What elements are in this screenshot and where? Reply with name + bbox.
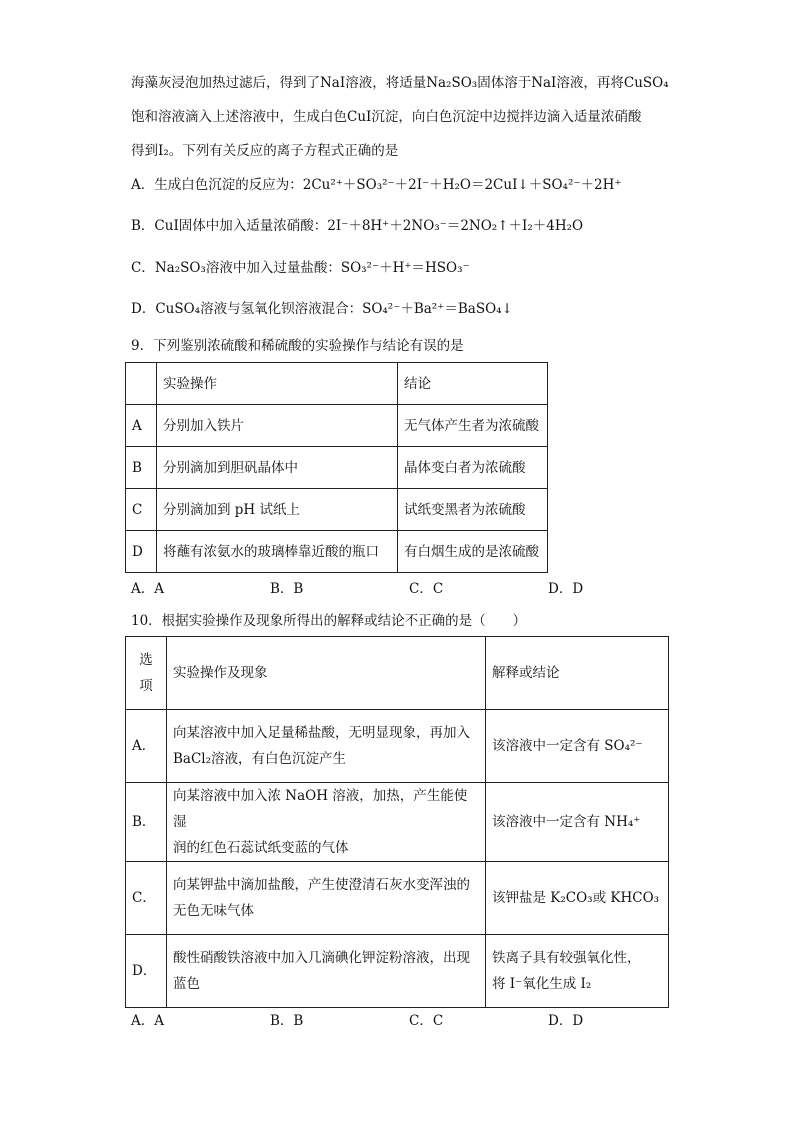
q10-table [125,636,669,1008]
table-cell: 试纸变黑者为浓硫酸 [398,489,548,531]
table-cell: C． [126,862,167,935]
q9-stem: 9．下列鉴别浓硫酸和稀硫酸的实验操作与结论有误的是 [131,338,464,354]
table-cell: 该溶液中一定含有 NH₄⁺ [486,783,669,862]
table-cell: A． [126,710,167,783]
q8-option-d: D．CuSO₄溶液与氢氧化钡溶液混合：SO₄²⁻＋Ba²⁺＝BaSO₄↓ [131,301,513,317]
q9-choice-c: C．C [409,581,444,597]
q10-choice-b: B．B [270,1013,304,1029]
table-cell: 无气体产生者为浓硫酸 [398,405,548,447]
table-row [126,710,669,783]
table-header-conclusion: 结论 [398,363,548,405]
table-row [126,405,548,447]
q10-choice-d: D．D [548,1013,584,1029]
q10-stem: 10．根据实验操作及现象所得出的解释或结论不正确的是（ ） [131,613,527,629]
table-row [126,862,669,935]
q8-stem-line1: 海藻灰浸泡加热过滤后，得到了NaI溶液，将适量Na₂SO₃固体溶于NaI溶液，再将CuSO₄ [131,75,669,91]
q9-table [125,362,548,573]
table-header-row [126,363,548,405]
table-cell: 晶体变白者为浓硫酸 [398,447,548,489]
table-row [126,447,548,489]
table-row [126,783,669,862]
table-cell: B [126,447,157,489]
q9-choice-b: B．B [270,581,304,597]
table-cell: 分别滴加到胆矾晶体中 [157,447,398,489]
table-cell: 将蘸有浓氨水的玻璃棒靠近酸的瓶口 [157,531,398,573]
q8-option-b: B．CuI固体中加入适量浓硝酸：2I⁻＋8H⁺＋2NO₃⁻＝2NO₂↑＋I₂＋4H₂O [131,218,584,234]
table-cell [126,363,157,405]
table-cell: 向某溶液中加入浓 NaOH 溶液，加热，产生能使湿 润的红色石蕊试纸变蓝的气体 [167,783,486,862]
table-header-option: 选 项 [126,637,167,710]
table-cell: 该溶液中一定含有 SO₄²⁻ [486,710,669,783]
table-cell: C [126,489,157,531]
table-cell: B． [126,783,167,862]
q10-choices [131,1011,687,1031]
q8-stem-line3: 得到I₂。下列有关反应的离子方程式正确的是 [131,143,399,159]
table-cell: 铁离子具有较强氧化性， 将 I⁻氧化生成 I₂ [486,935,669,1008]
table-header-row [126,637,669,710]
table-row [126,531,548,573]
q10-choice-a: A．A [131,1013,164,1029]
table-header-conclusion: 解释或结论 [486,637,669,710]
table-cell: 该钾盐是 K₂CO₃或 KHCO₃ [486,862,669,935]
table-row [126,935,669,1008]
table-cell: 分别滴加到 pH 试纸上 [157,489,398,531]
table-header-operation: 实验操作及现象 [167,637,486,710]
table-header-operation: 实验操作 [157,363,398,405]
table-cell: 向某溶液中加入足量稀盐酸，无明显现象，再加入 BaCl₂溶液，有白色沉淀产生 [167,710,486,783]
q8-stem-line2: 饱和溶液滴入上述溶液中，生成白色CuI沉淀，向白色沉淀中边搅拌边滴入适量浓硝酸 [131,109,642,125]
table-cell: D． [126,935,167,1008]
q10-choice-c: C．C [409,1013,444,1029]
q8-option-c: C．Na₂SO₃溶液中加入过量盐酸：SO₃²⁻＋H⁺＝HSO₃⁻ [131,260,470,276]
table-cell: 分别加入铁片 [157,405,398,447]
table-row [126,489,548,531]
q8-option-a: A．生成白色沉淀的反应为：2Cu²⁺＋SO₃²⁻＋2I⁻＋H₂O＝2CuI↓＋SO₄²⁻＋2H⁺ [131,177,622,193]
q9-choice-a: A．A [131,581,164,597]
q9-choices [131,579,687,599]
table-cell: D [126,531,157,573]
table-cell: 有白烟生成的是浓硫酸 [398,531,548,573]
table-cell: 向某钾盐中滴加盐酸，产生使澄清石灰水变浑浊的 无色无味气体 [167,862,486,935]
table-cell: 酸性硝酸铁溶液中加入几滴碘化钾淀粉溶液，出现 蓝色 [167,935,486,1008]
q9-choice-d: D．D [548,581,584,597]
table-cell: A [126,405,157,447]
